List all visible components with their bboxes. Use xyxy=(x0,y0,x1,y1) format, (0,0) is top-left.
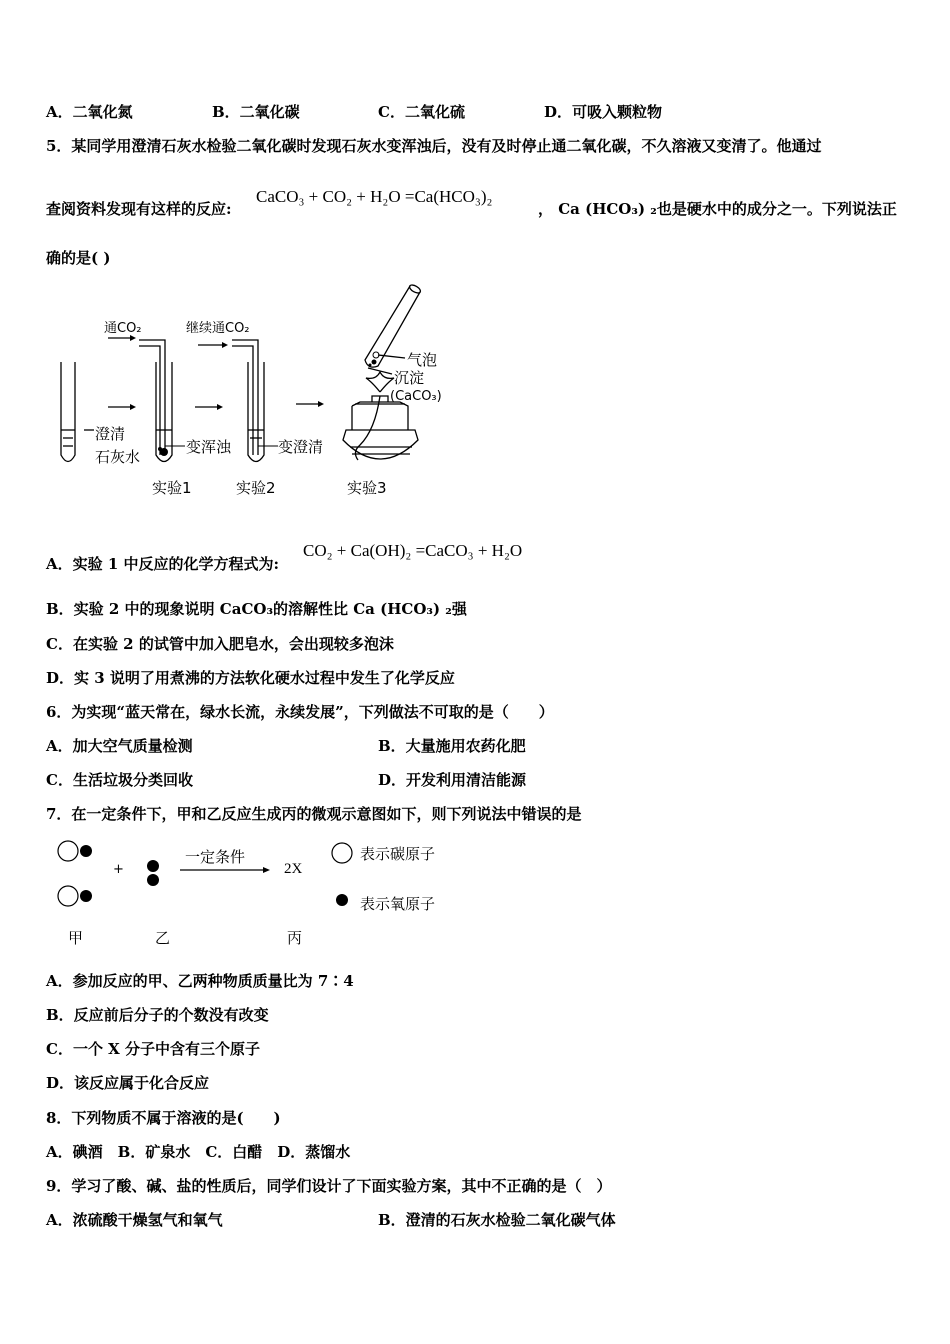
q5-reaction-equation: CaCO₃ + CO₂ + H₂O =Ca(HCO₃)₂ xyxy=(256,187,493,206)
label-turbid: 变浑浊 xyxy=(186,438,232,456)
oxygen-atom xyxy=(80,890,92,902)
q6-option-c: C．生活垃圾分类回收 xyxy=(46,771,193,789)
q5-stem-line3: 确的是( ) xyxy=(46,249,111,267)
q6-option-a: A．加大空气质量检测 xyxy=(46,737,193,755)
q5-stem-line2-post: ， Ca (HCO₃) ₂也是硬水中的成分之一。下列说法正 xyxy=(538,200,897,218)
q7-option-b: B．反应前后分子的个数没有改变 xyxy=(46,1006,269,1024)
q7-label-yi: 乙 xyxy=(155,929,171,947)
oxygen-atom xyxy=(147,874,159,886)
carbon-atom xyxy=(58,886,78,906)
q6-option-d: D．开发利用清洁能源 xyxy=(378,771,527,789)
q7-condition-label: 一定条件 xyxy=(185,848,246,866)
label-arrow1: 通CO₂ xyxy=(104,321,142,336)
q4-option-b: B．二氧化碳 xyxy=(212,103,300,121)
label-precipitate: 沉淀 xyxy=(394,369,425,387)
q8-options: A．碘酒 B．矿泉水 C．白醋 D．蒸馏水 xyxy=(46,1143,351,1161)
q5-stem-line2-pre: 查阅资料发现有这样的反应: xyxy=(46,200,232,218)
q7-option-d: D．该反应属于化合反应 xyxy=(46,1074,210,1092)
q8-stem: 8．下列物质不属于溶液的是( ) xyxy=(46,1109,281,1127)
q7-option-a: A．参加反应的甲、乙两种物质质量比为 7∶4 xyxy=(46,972,354,990)
q7-label-jia: 甲 xyxy=(68,929,84,947)
q6-option-b: B．大量施用农药化肥 xyxy=(378,737,526,755)
q4-option-c: C．二氧化硫 xyxy=(378,103,465,121)
oxygen-atom xyxy=(147,860,159,872)
q5-option-a-equation: CO₂ + Ca(OH)₂ =CaCO₃ + H₂O xyxy=(303,541,523,560)
q7-legend-carbon: 表示碳原子 xyxy=(360,845,436,863)
label-arrow2: 继续通CO₂ xyxy=(186,321,250,336)
q5-stem-line1: 5．某同学用澄清石灰水检验二氧化碳时发现石灰水变浑浊后，没有及时停止通二氧化碳，不久溶液又变清了。他通过 xyxy=(46,137,822,155)
legend-carbon-atom xyxy=(332,843,352,863)
q5-option-b: B．实验 2 中的现象说明 CaCO₃的溶解性比 Ca (HCO₃) ₂强 xyxy=(46,600,467,618)
carbon-atom xyxy=(58,841,78,861)
label-exp2: 实验2 xyxy=(236,479,276,497)
q6-stem: 6．为实现“蓝天常在，绿水长流，永续发展”，下列做法不可取的是（ ） xyxy=(46,703,554,721)
q7-product-label: 2X xyxy=(284,861,303,877)
q5-option-d: D．实 3 说明了用煮沸的方法软化硬水过程中发生了化学反应 xyxy=(46,669,455,687)
q7-plus-sign: + xyxy=(113,862,124,877)
legend-oxygen-atom xyxy=(336,894,348,906)
q5-option-a-text: A．实验 1 中反应的化学方程式为: xyxy=(46,555,280,573)
q5-option-c: C．在实验 2 的试管中加入肥皂水，会出现较多泡沫 xyxy=(46,635,394,653)
label-bubble: 气泡 xyxy=(407,351,438,369)
label-exp3: 实验3 xyxy=(347,479,387,497)
q4-option-a: A．二氧化氮 xyxy=(46,103,133,121)
q7-legend-oxygen: 表示氧原子 xyxy=(360,895,436,913)
q9-option-a: A．浓硫酸干燥氢气和氧气 xyxy=(46,1211,223,1229)
q9-option-b: B．澄清的石灰水检验二氧化碳气体 xyxy=(378,1211,616,1229)
q4-option-d: D．可吸入颗粒物 xyxy=(544,103,663,121)
label-turn-clear: 变澄清 xyxy=(278,438,324,456)
label-caco3: (CaCO₃) xyxy=(390,389,442,404)
label-clear-line1: 澄清 xyxy=(95,425,126,443)
label-exp1: 实验1 xyxy=(152,479,192,497)
q7-stem: 7．在一定条件下，甲和乙反应生成丙的微观示意图如下，则下列说法中错误的是 xyxy=(46,805,582,823)
oxygen-atom xyxy=(80,845,92,857)
label-clear-line2: 石灰水 xyxy=(95,448,141,466)
q7-option-c: C．一个 X 分子中含有三个原子 xyxy=(46,1040,261,1058)
q7-label-bing: 丙 xyxy=(287,929,303,947)
q9-stem: 9．学习了酸、碱、盐的性质后，同学们设计了下面实验方案，其中不正确的是（ ） xyxy=(46,1177,612,1195)
